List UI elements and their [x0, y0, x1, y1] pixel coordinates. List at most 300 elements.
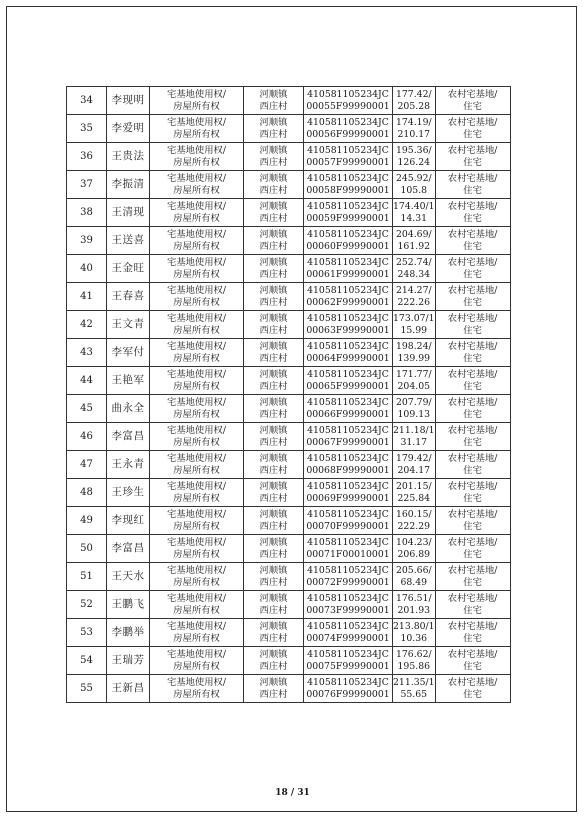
- table-row: [67, 199, 511, 227]
- row-number-cell: 46: [67, 423, 107, 451]
- location-cell: [244, 115, 304, 143]
- location-line: 河顺镇: [259, 229, 288, 240]
- area-line: 109.13: [397, 408, 431, 420]
- location-line: 河顺镇: [259, 341, 288, 352]
- owner-name-cell: 李军付: [107, 339, 150, 367]
- land-use-line: 农村宅基地/: [447, 341, 498, 352]
- area-cell: [393, 675, 436, 703]
- location-line: 西庄村: [259, 184, 288, 196]
- land-use-cell: [435, 255, 510, 283]
- table-row: [67, 535, 511, 563]
- area-line: 201.93: [397, 604, 431, 616]
- area-line: 174.19/: [395, 117, 432, 128]
- area-line: 252.74/: [395, 257, 432, 268]
- parcel-code-line: 410581105234JC: [307, 425, 389, 436]
- parcel-code-cell: [304, 367, 393, 395]
- land-use-cell: [435, 479, 510, 507]
- land-use-cell: [435, 339, 510, 367]
- land-use-line: 农村宅基地/: [447, 229, 498, 240]
- location-cell: [244, 227, 304, 255]
- land-use-line: 住宅: [463, 352, 482, 364]
- table-row: [67, 367, 511, 395]
- location-cell: [244, 171, 304, 199]
- location-line: 河顺镇: [259, 369, 288, 380]
- right-type-line: 房屋所有权: [173, 464, 220, 476]
- row-number-cell: 54: [67, 647, 107, 675]
- location-line: 河顺镇: [259, 509, 288, 520]
- right-type-line: 房屋所有权: [173, 156, 220, 168]
- owner-name-cell: 曲永全: [107, 395, 150, 423]
- right-type-cell: [150, 115, 244, 143]
- owner-name-cell: 王天水: [107, 563, 150, 591]
- row-number-cell: 36: [67, 143, 107, 171]
- table-row: [67, 675, 511, 703]
- area-line: 225.84: [397, 492, 431, 504]
- right-type-line: 宅基地使用权/: [167, 425, 226, 436]
- row-number-cell: 47: [67, 451, 107, 479]
- right-type-line: 房屋所有权: [173, 436, 220, 448]
- right-type-line: 房屋所有权: [173, 632, 220, 644]
- owner-name-cell: 王文青: [107, 311, 150, 339]
- parcel-code-line: 410581105234JC: [307, 537, 389, 548]
- row-number-cell: 40: [67, 255, 107, 283]
- parcel-code-line: 410581105234JC: [307, 257, 389, 268]
- right-type-cell: [150, 619, 244, 647]
- parcel-code-line: 410581105234JC: [307, 565, 389, 576]
- table-row: [67, 87, 511, 115]
- right-type-cell: [150, 395, 244, 423]
- row-number-cell: 53: [67, 619, 107, 647]
- parcel-code-cell: [304, 143, 393, 171]
- parcel-code-line: 410581105234JC: [307, 481, 389, 492]
- land-use-line: 农村宅基地/: [447, 257, 498, 268]
- location-cell: [244, 619, 304, 647]
- area-line: 105.8: [400, 184, 428, 196]
- owner-name-cell: 王金旺: [107, 255, 150, 283]
- area-line: 211.18/1: [393, 425, 435, 436]
- area-line: 10.36: [400, 632, 428, 644]
- land-use-cell: [435, 171, 510, 199]
- owner-name-cell: 李富昌: [107, 423, 150, 451]
- location-line: 西庄村: [259, 660, 288, 672]
- area-line: 205.28: [397, 100, 431, 112]
- right-type-line: 宅基地使用权/: [167, 173, 226, 184]
- land-use-line: 农村宅基地/: [447, 201, 498, 212]
- parcel-code-cell: [304, 227, 393, 255]
- right-type-line: 房屋所有权: [173, 520, 220, 532]
- right-type-cell: [150, 675, 244, 703]
- table-row: [67, 171, 511, 199]
- right-type-cell: [150, 255, 244, 283]
- area-cell: [393, 311, 436, 339]
- parcel-code-line: 410581105234JC: [307, 145, 389, 156]
- location-cell: [244, 507, 304, 535]
- parcel-code-line: 00064F99990001: [306, 352, 390, 364]
- land-use-line: 住宅: [463, 632, 482, 644]
- area-cell: [393, 199, 436, 227]
- right-type-line: 宅基地使用权/: [167, 481, 226, 492]
- owner-name-cell: 王珍生: [107, 479, 150, 507]
- right-type-line: 宅基地使用权/: [167, 257, 226, 268]
- parcel-code-line: 00071F00010001: [306, 548, 390, 560]
- location-line: 河顺镇: [259, 481, 288, 492]
- area-cell: [393, 283, 436, 311]
- parcel-code-cell: [304, 563, 393, 591]
- area-line: 176.62/: [395, 649, 432, 660]
- location-line: 河顺镇: [259, 425, 288, 436]
- parcel-code-line: 00066F99990001: [306, 408, 390, 420]
- parcel-code-line: 410581105234JC: [307, 285, 389, 296]
- parcel-code-line: 410581105234JC: [307, 117, 389, 128]
- area-line: 160.15/: [395, 509, 432, 520]
- parcel-code-cell: [304, 647, 393, 675]
- area-line: 139.99: [397, 352, 431, 364]
- land-use-cell: [435, 227, 510, 255]
- owner-name-cell: 王春喜: [107, 283, 150, 311]
- parcel-code-cell: [304, 115, 393, 143]
- area-line: 214.27/: [395, 285, 432, 296]
- right-type-line: 房屋所有权: [173, 212, 220, 224]
- area-line: 222.29: [397, 520, 431, 532]
- land-use-cell: [435, 143, 510, 171]
- right-type-line: 房屋所有权: [173, 688, 220, 700]
- right-type-line: 宅基地使用权/: [167, 369, 226, 380]
- land-use-line: 农村宅基地/: [447, 173, 498, 184]
- location-line: 西庄村: [259, 464, 288, 476]
- parcel-code-line: 410581105234JC: [307, 593, 389, 604]
- right-type-cell: [150, 171, 244, 199]
- table-row: [67, 143, 511, 171]
- land-use-line: 农村宅基地/: [447, 481, 498, 492]
- parcel-code-line: 00068F99990001: [306, 464, 390, 476]
- area-cell: [393, 227, 436, 255]
- right-type-line: 宅基地使用权/: [167, 229, 226, 240]
- land-use-line: 住宅: [463, 268, 482, 280]
- right-type-cell: [150, 367, 244, 395]
- location-line: 河顺镇: [259, 89, 288, 100]
- area-line: 174.40/1: [393, 201, 435, 212]
- parcel-code-line: 00055F99990001: [306, 100, 390, 112]
- table-row: [67, 283, 511, 311]
- right-type-line: 宅基地使用权/: [167, 621, 226, 632]
- right-type-line: 房屋所有权: [173, 128, 220, 140]
- location-line: 河顺镇: [259, 313, 288, 324]
- right-type-line: 宅基地使用权/: [167, 89, 226, 100]
- land-use-line: 住宅: [463, 296, 482, 308]
- land-use-line: 住宅: [463, 212, 482, 224]
- area-cell: [393, 423, 436, 451]
- area-line: 206.89: [397, 548, 431, 560]
- parcel-code-cell: [304, 255, 393, 283]
- parcel-code-line: 410581105234JC: [307, 89, 389, 100]
- parcel-code-cell: [304, 423, 393, 451]
- land-use-line: 住宅: [463, 100, 482, 112]
- location-line: 河顺镇: [259, 257, 288, 268]
- owner-name-cell: 王鹏飞: [107, 591, 150, 619]
- registry-table-container: [66, 86, 511, 703]
- location-line: 河顺镇: [259, 677, 288, 688]
- parcel-code-line: 410581105234JC: [307, 229, 389, 240]
- table-row: [67, 507, 511, 535]
- area-line: 248.34: [397, 268, 431, 280]
- table-row: [67, 563, 511, 591]
- location-line: 西庄村: [259, 324, 288, 336]
- location-line: 河顺镇: [259, 285, 288, 296]
- right-type-line: 房屋所有权: [173, 184, 220, 196]
- right-type-cell: [150, 143, 244, 171]
- right-type-line: 宅基地使用权/: [167, 201, 226, 212]
- location-cell: [244, 367, 304, 395]
- right-type-line: 宅基地使用权/: [167, 509, 226, 520]
- area-line: 177.42/: [395, 89, 432, 100]
- area-cell: [393, 535, 436, 563]
- area-line: 211.35/1: [393, 677, 435, 688]
- owner-name-cell: 王清现: [107, 199, 150, 227]
- area-line: 104.23/: [395, 537, 432, 548]
- table-row: [67, 227, 511, 255]
- location-line: 西庄村: [259, 128, 288, 140]
- parcel-code-cell: [304, 619, 393, 647]
- area-line: 195.86: [397, 660, 431, 672]
- parcel-code-cell: [304, 395, 393, 423]
- right-type-cell: [150, 507, 244, 535]
- row-number-cell: 34: [67, 87, 107, 115]
- area-cell: [393, 619, 436, 647]
- land-use-line: 农村宅基地/: [447, 565, 498, 576]
- location-cell: [244, 647, 304, 675]
- land-use-cell: [435, 199, 510, 227]
- right-type-line: 房屋所有权: [173, 492, 220, 504]
- area-line: 31.17: [400, 436, 428, 448]
- location-cell: [244, 87, 304, 115]
- land-use-line: 农村宅基地/: [447, 677, 498, 688]
- row-number-cell: 38: [67, 199, 107, 227]
- parcel-code-line: 00067F99990001: [306, 436, 390, 448]
- area-cell: [393, 479, 436, 507]
- parcel-code-line: 410581105234JC: [307, 397, 389, 408]
- right-type-cell: [150, 591, 244, 619]
- area-cell: [393, 563, 436, 591]
- parcel-code-line: 00063F99990001: [306, 324, 390, 336]
- land-use-line: 住宅: [463, 324, 482, 336]
- area-line: 204.05: [397, 380, 431, 392]
- location-cell: [244, 675, 304, 703]
- row-number-cell: 43: [67, 339, 107, 367]
- area-cell: [393, 339, 436, 367]
- area-line: 173.07/1: [393, 313, 435, 324]
- row-number-cell: 55: [67, 675, 107, 703]
- row-number-cell: 44: [67, 367, 107, 395]
- land-use-line: 住宅: [463, 604, 482, 616]
- owner-name-cell: 李富昌: [107, 535, 150, 563]
- parcel-code-line: 00074F99990001: [306, 632, 390, 644]
- parcel-code-cell: [304, 507, 393, 535]
- area-line: 176.51/: [395, 593, 432, 604]
- registry-table: [66, 86, 511, 703]
- row-number-cell: 51: [67, 563, 107, 591]
- parcel-code-line: 410581105234JC: [307, 313, 389, 324]
- land-use-cell: [435, 311, 510, 339]
- right-type-cell: [150, 647, 244, 675]
- land-use-line: 农村宅基地/: [447, 453, 498, 464]
- location-cell: [244, 395, 304, 423]
- parcel-code-line: 00070F99990001: [306, 520, 390, 532]
- location-cell: [244, 339, 304, 367]
- location-line: 西庄村: [259, 296, 288, 308]
- location-line: 西庄村: [259, 436, 288, 448]
- land-use-line: 农村宅基地/: [447, 425, 498, 436]
- right-type-cell: [150, 87, 244, 115]
- table-row: [67, 311, 511, 339]
- location-line: 西庄村: [259, 100, 288, 112]
- row-number-cell: 52: [67, 591, 107, 619]
- parcel-code-line: 00060F99990001: [306, 240, 390, 252]
- location-cell: [244, 479, 304, 507]
- owner-name-cell: 王艳军: [107, 367, 150, 395]
- area-line: 55.65: [400, 688, 428, 700]
- land-use-line: 农村宅基地/: [447, 593, 498, 604]
- land-use-line: 住宅: [463, 436, 482, 448]
- land-use-line: 住宅: [463, 128, 482, 140]
- parcel-code-line: 00072F99990001: [306, 576, 390, 588]
- area-cell: [393, 647, 436, 675]
- owner-name-cell: 李爱明: [107, 115, 150, 143]
- land-use-line: 住宅: [463, 156, 482, 168]
- right-type-line: 房屋所有权: [173, 268, 220, 280]
- area-line: 198.24/: [395, 341, 432, 352]
- location-line: 西庄村: [259, 380, 288, 392]
- land-use-line: 住宅: [463, 492, 482, 504]
- land-use-line: 住宅: [463, 380, 482, 392]
- area-cell: [393, 507, 436, 535]
- location-line: 河顺镇: [259, 145, 288, 156]
- right-type-cell: [150, 199, 244, 227]
- parcel-code-line: 00056F99990001: [306, 128, 390, 140]
- owner-name-cell: 王送喜: [107, 227, 150, 255]
- area-line: 68.49: [400, 576, 428, 588]
- location-line: 西庄村: [259, 688, 288, 700]
- location-line: 河顺镇: [259, 621, 288, 632]
- parcel-code-line: 410581105234JC: [307, 341, 389, 352]
- row-number-cell: 48: [67, 479, 107, 507]
- parcel-code-cell: [304, 199, 393, 227]
- location-line: 河顺镇: [259, 565, 288, 576]
- area-line: 205.66/: [395, 565, 432, 576]
- land-use-cell: [435, 563, 510, 591]
- right-type-cell: [150, 451, 244, 479]
- parcel-code-line: 410581105234JC: [307, 509, 389, 520]
- row-number-cell: 45: [67, 395, 107, 423]
- right-type-line: 宅基地使用权/: [167, 453, 226, 464]
- location-line: 河顺镇: [259, 537, 288, 548]
- parcel-code-line: 410581105234JC: [307, 201, 389, 212]
- parcel-code-cell: [304, 311, 393, 339]
- row-number-cell: 49: [67, 507, 107, 535]
- location-line: 河顺镇: [259, 593, 288, 604]
- parcel-code-line: 410581105234JC: [307, 677, 389, 688]
- land-use-line: 住宅: [463, 576, 482, 588]
- location-cell: [244, 311, 304, 339]
- land-use-cell: [435, 367, 510, 395]
- location-line: 西庄村: [259, 520, 288, 532]
- location-line: 河顺镇: [259, 117, 288, 128]
- location-cell: [244, 451, 304, 479]
- area-line: 126.24: [397, 156, 431, 168]
- location-cell: [244, 143, 304, 171]
- right-type-line: 房屋所有权: [173, 324, 220, 336]
- land-use-line: 农村宅基地/: [447, 145, 498, 156]
- area-line: 15.99: [400, 324, 428, 336]
- right-type-cell: [150, 423, 244, 451]
- land-use-cell: [435, 115, 510, 143]
- parcel-code-cell: [304, 87, 393, 115]
- owner-name-cell: 王新昌: [107, 675, 150, 703]
- land-use-cell: [435, 451, 510, 479]
- table-row: [67, 451, 511, 479]
- land-use-line: 农村宅基地/: [447, 397, 498, 408]
- location-cell: [244, 535, 304, 563]
- area-line: 14.31: [400, 212, 428, 224]
- table-row: [67, 423, 511, 451]
- location-line: 西庄村: [259, 408, 288, 420]
- location-line: 西庄村: [259, 576, 288, 588]
- parcel-code-line: 410581105234JC: [307, 173, 389, 184]
- right-type-line: 宅基地使用权/: [167, 397, 226, 408]
- land-use-cell: [435, 535, 510, 563]
- row-number-cell: 35: [67, 115, 107, 143]
- area-line: 204.69/: [395, 229, 432, 240]
- land-use-cell: [435, 647, 510, 675]
- land-use-line: 住宅: [463, 548, 482, 560]
- parcel-code-line: 00076F99990001: [306, 688, 390, 700]
- right-type-line: 宅基地使用权/: [167, 145, 226, 156]
- table-row: [67, 255, 511, 283]
- row-number-cell: 41: [67, 283, 107, 311]
- right-type-cell: [150, 283, 244, 311]
- location-line: 河顺镇: [259, 453, 288, 464]
- right-type-line: 房屋所有权: [173, 576, 220, 588]
- right-type-line: 房屋所有权: [173, 240, 220, 252]
- right-type-line: 宅基地使用权/: [167, 285, 226, 296]
- owner-name-cell: 李现明: [107, 87, 150, 115]
- land-use-cell: [435, 507, 510, 535]
- parcel-code-line: 00058F99990001: [306, 184, 390, 196]
- land-use-line: 住宅: [463, 520, 482, 532]
- parcel-code-line: 00062F99990001: [306, 296, 390, 308]
- location-line: 西庄村: [259, 240, 288, 252]
- parcel-code-cell: [304, 591, 393, 619]
- owner-name-cell: 李鹏举: [107, 619, 150, 647]
- land-use-line: 住宅: [463, 464, 482, 476]
- location-line: 河顺镇: [259, 173, 288, 184]
- right-type-line: 房屋所有权: [173, 548, 220, 560]
- area-line: 195.36/: [395, 145, 432, 156]
- land-use-line: 农村宅基地/: [447, 369, 498, 380]
- land-use-line: 农村宅基地/: [447, 313, 498, 324]
- right-type-cell: [150, 311, 244, 339]
- right-type-line: 房屋所有权: [173, 352, 220, 364]
- area-cell: [393, 171, 436, 199]
- right-type-line: 房屋所有权: [173, 604, 220, 616]
- location-line: 西庄村: [259, 492, 288, 504]
- table-row: [67, 339, 511, 367]
- location-cell: [244, 255, 304, 283]
- owner-name-cell: 李振清: [107, 171, 150, 199]
- area-cell: [393, 367, 436, 395]
- land-use-line: 农村宅基地/: [447, 117, 498, 128]
- area-line: 210.17: [397, 128, 431, 140]
- table-row: [67, 619, 511, 647]
